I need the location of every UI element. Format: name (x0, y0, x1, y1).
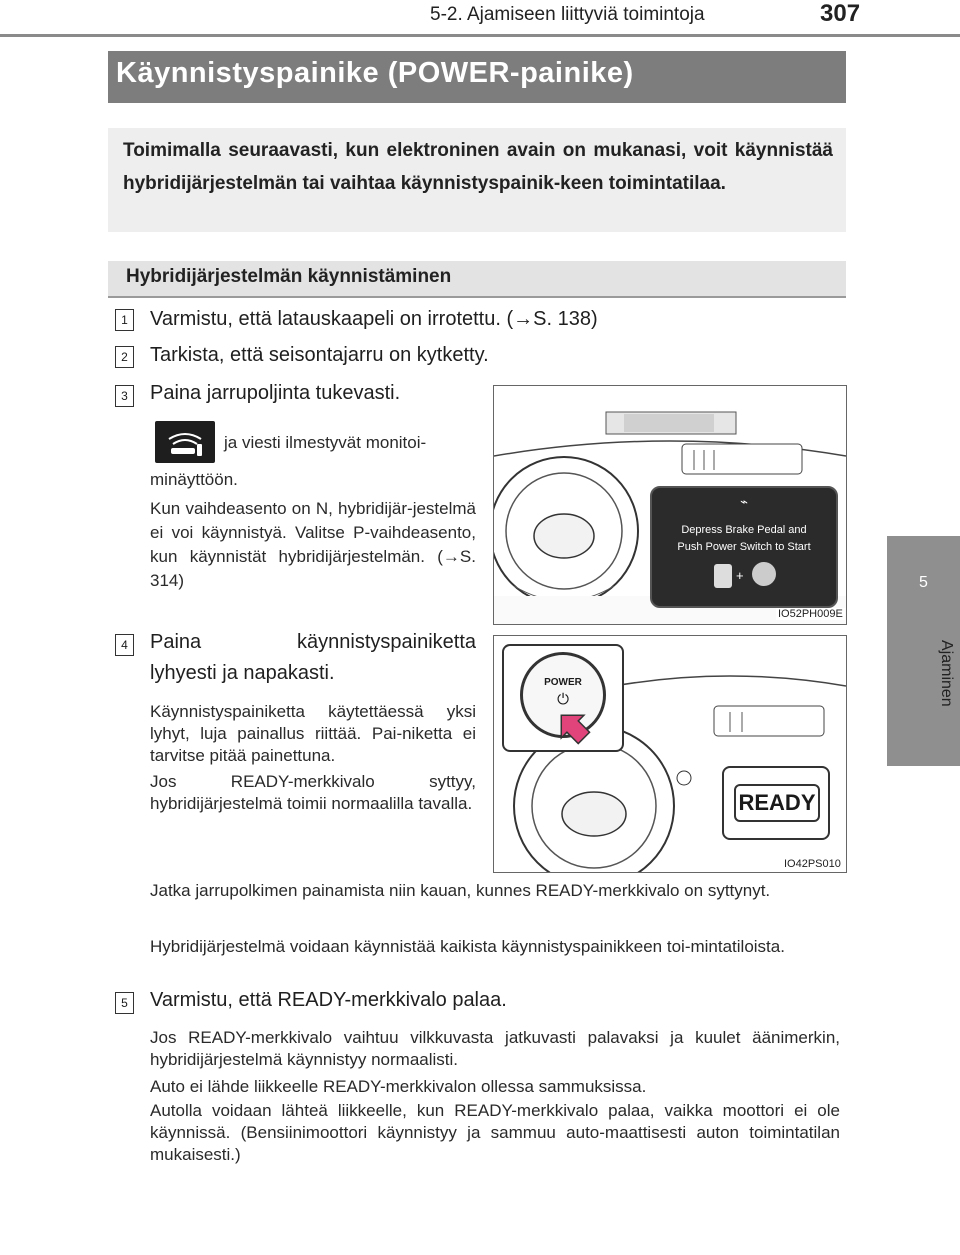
step-badge-3: 3 (115, 385, 134, 407)
smart-key-icon (155, 421, 215, 463)
step-4-line-b: lyhyesti ja napakasti. (150, 662, 335, 684)
ready-indicator: READY (734, 784, 820, 822)
step-4-line-a (150, 631, 476, 654)
subsection-title: Hybridijärjestelmän käynnistäminen (126, 266, 452, 287)
step-1-text: Varmistu, että latauskaapeli on irrotettu. (→S. 138) (150, 308, 598, 330)
chapter-number: 5 (919, 574, 928, 591)
page-title: Käynnistyspainike (POWER-painike) (116, 57, 634, 89)
figure-2-code: IO42PS010 (784, 858, 841, 870)
step-3-text: Paina jarrupoljinta tukevasti. (150, 382, 401, 404)
message-line-1: Depress Brake Pedal and (681, 524, 807, 536)
step-4-note-3: Jatka jarrupolkimen painamista niin kauan, kunnes READY-merkkivalo on syttynyt. (150, 881, 771, 900)
figure-1-code: IO52PH009E (778, 608, 843, 620)
step-2-text: Tarkista, että seisontajarru on kytketty. (150, 344, 489, 366)
power-symbol-icon: ⏻ (557, 691, 569, 708)
page-number: 307 (820, 0, 861, 27)
step-3-note-2: Kun vaihdeasento on N, hybridijär-jestelmä ei voi käynnistyä. Valitse P-vaihdeasento, kun käynnistät hybridijärjestelmän. (→S. 314) (150, 499, 476, 590)
header-divider (0, 34, 960, 37)
power-button-callout (502, 644, 624, 752)
power-switch-icon (752, 562, 776, 586)
step-badge-4: 4 (115, 634, 134, 656)
step-5-note-2: Auto ei lähde liikkeelle READY-merkkivalon ollessa sammuksissa. (150, 1077, 647, 1096)
step-4-note-2: Jos READY-merkkivalo syttyy, hybridijärjestelmä toimii normaalilla tavalla. (150, 772, 476, 813)
message-panel (650, 486, 838, 608)
brake-pedal-icon (714, 564, 732, 588)
step-4-note-1: Käynnistyspainiketta käytettäessä yksi lyhyt, luja painallus riittää. Pai-niketta ei tarvitse pitää painettuna. (150, 702, 476, 765)
figure-brake-message (493, 385, 847, 625)
step-3-note-a: ja viesti ilmestyvät monitoi- (224, 433, 427, 452)
step-4-note-4: Hybridijärjestelmä voidaan käynnistää kaikista käynnistyspainikkeen toi-mintatiloista. (150, 937, 785, 956)
step-4-line-a-word-2: käynnistyspainiketta (297, 631, 476, 653)
running-header-section: 5-2. Ajamiseen liittyviä toimintoja (430, 4, 705, 25)
intro-text: Toimimalla seuraavasti, kun elektroninen avain on mukanasi, voit käynnistää hybridijärjestelmän tai vaihtaa käynnistyspainik-keen toimintatilaa. (123, 140, 833, 194)
message-line-2: Push Power Switch to Start (677, 541, 811, 553)
ready-indicator-callout (722, 766, 830, 840)
step-4-line-a-word-1: Paina (150, 631, 202, 653)
power-button-label: POWER (544, 677, 582, 688)
message-key-icon: ⌁ (740, 494, 748, 509)
step-5-note-1: Jos READY-merkkivalo vaihtuu vilkkuvasta jatkuvasti palavaksi ja kuulet äänimerkin, hybridijärjestelmä käynnistyy normaalisti. (150, 1028, 840, 1069)
press-arrow-icon (544, 708, 594, 748)
step-5-note-3: Autolla voidaan lähteä liikkeelle, kun READY-merkkivalo palaa, vaikka moottori ei ole käynnissä. (Bensiinimoottori käynnistyy ja sammuu auto-maattisesti auton toimintatilan mukaisesti.) (150, 1101, 840, 1164)
step-badge-1: 1 (115, 309, 134, 331)
step-badge-5: 5 (115, 992, 134, 1014)
step-3-note-b: minäyttöön. (150, 470, 238, 489)
figure-power-ready (493, 635, 847, 873)
step-badge-2: 2 (115, 346, 134, 368)
chapter-label: Ajaminen (938, 640, 955, 707)
plus-icon: + (736, 568, 744, 583)
step-5-text: Varmistu, että READY-merkkivalo palaa. (150, 989, 507, 1011)
